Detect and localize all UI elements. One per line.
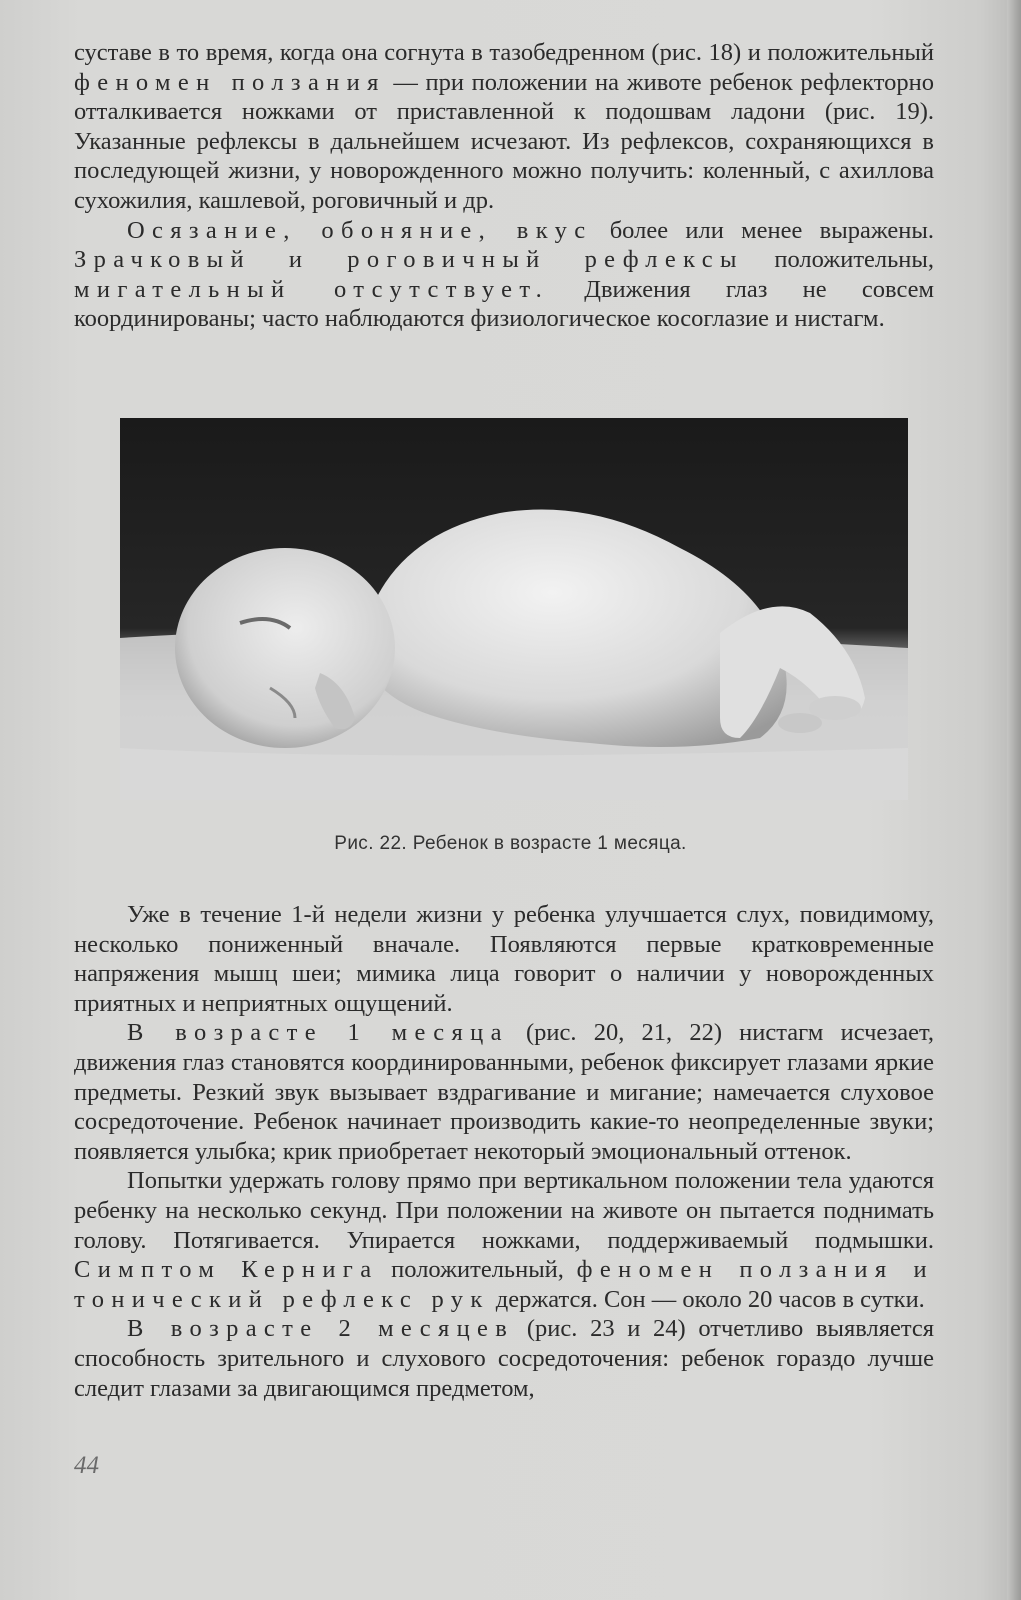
spaced-term: В возрасте 1 месяца (127, 1019, 509, 1047)
infant-foot (809, 696, 861, 720)
paragraph: Осязание, обоняние, вкус более или менее выражены. Зрачковый и роговичный рефлексы положительны, мигательный отсутствует. Движения глаз не совсем координированы; часто наблюдаются физиологическое косоглазие и нистагм. (74, 216, 935, 333)
spaced-term: В возрасте 2 месяцев (127, 1315, 515, 1343)
infant-head (175, 548, 395, 748)
spaced-term: феномен ползания и тонический рефлекс рук (74, 1256, 935, 1313)
spaced-term: Осязание, обоняние, вкус (127, 216, 593, 244)
bottom-text-block (74, 900, 934, 1403)
photo-foreground (120, 748, 908, 800)
paragraph: В возрасте 2 месяцев (рис. 23 и 24) отчетливо выявляется способность зрительного и слухового сосредоточения: ребенок гораздо лучше следит глазами за двигающимся предметом, (74, 1315, 934, 1402)
book-spine-shadow (1007, 0, 1021, 1600)
infant-foot (778, 713, 822, 733)
paragraph: Уже в течение 1-й недели жизни у ребенка улучшается слух, повидимому, несколько пониженный вначале. Появляются первые кратковременные напряжения мышц шеи; мимика лица говорит о наличии у новорожденных приятных и неприятных ощущений. (74, 901, 934, 1017)
figure-photo-infant (120, 418, 908, 800)
spaced-term: Зрачковый и роговичный рефлексы (74, 246, 744, 274)
top-text-block (74, 38, 934, 334)
spaced-term: Симптом Кернига (74, 1256, 379, 1284)
spaced-term: мигательный отсутствует. (74, 275, 550, 303)
infant-photo-illustration (120, 418, 908, 800)
page-number: 44 (74, 1452, 99, 1479)
paragraph: Попытки удержать голову прямо при вертикальном положении тела удаются ребенку на несколько секунд. При положении на животе он пытается поднимать голову. Потягивается. Упирается ножками, поддерживаемый подмышки. Симптом Кернига положительный, феномен ползания и тонический рефлекс рук держатся. Сон — около 20 часов в сутки. (74, 1167, 935, 1313)
paragraph: В возрасте 1 месяца (рис. 20, 21, 22) нистагм исчезает, движения глаз становятся координированными, ребенок фиксирует глазами яркие предметы. Резкий звук вызывает вздрагивание и мигание; намечается слуховое сосредоточение. Ребенок начинает производить какие-то неопределенные звуки; появляется улыбка; крик приобретает некоторый эмоциональный оттенок. (74, 1019, 934, 1165)
spaced-term: феномен ползания (74, 68, 386, 96)
paragraph: суставе в то время, когда она согнута в тазобедренном (рис. 18) и положительный феномен ползания — при положении на животе ребенок рефлекторно отталкивается ножками от приставленной к подошвам ладони (рис. 19). Указанные рефлексы в дальнейшем исчезают. Из рефлексов, сохраняющихся в последующей жизни, у новорожденного можно получить: коленный, с ахиллова сухожилия, кашлевой, роговичный и др. (74, 39, 934, 214)
figure-caption: Рис. 22. Ребенок в возрасте 1 месяца. (334, 833, 687, 854)
